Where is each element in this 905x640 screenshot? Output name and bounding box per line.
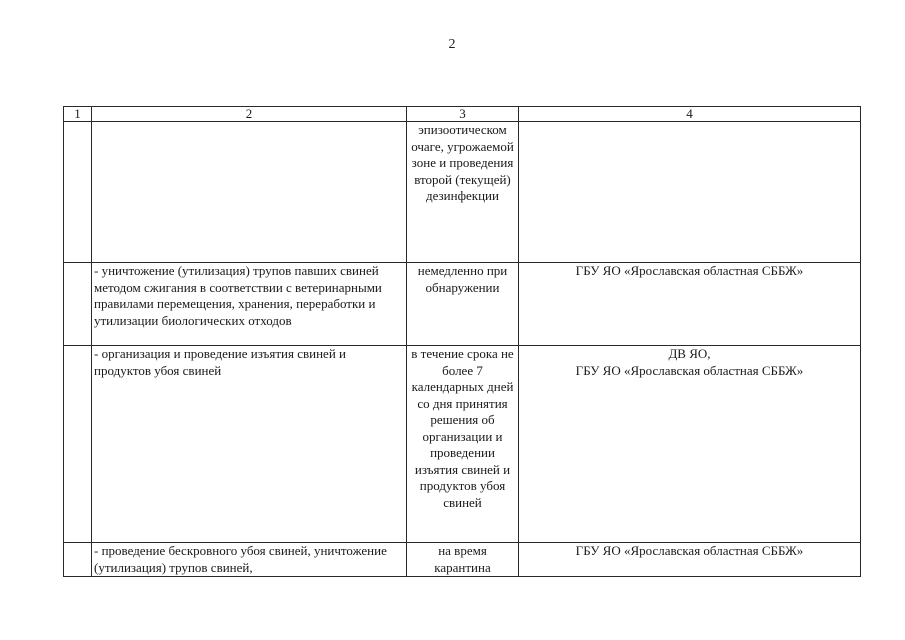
deadline-cell: немедленно при обнаружении (407, 263, 519, 346)
measure-cell: - организация и проведение изъятия свиней и продуктов убоя свиней (92, 346, 407, 543)
column-header-1: 1 (64, 107, 92, 122)
responsible-cell (519, 122, 861, 263)
measure-cell (92, 122, 407, 263)
number-cell (64, 543, 92, 577)
column-header-2: 2 (92, 107, 407, 122)
responsible-cell: ГБУ ЯО «Ярославская областная СББЖ» (519, 543, 861, 577)
responsible-cell: ГБУ ЯО «Ярославская областная СББЖ» (519, 263, 861, 346)
responsible-cell: ДВ ЯО, ГБУ ЯО «Ярославская областная СББЖ» (519, 346, 861, 543)
table-row (64, 122, 861, 263)
table-row (64, 543, 861, 577)
number-cell (64, 263, 92, 346)
number-cell (64, 346, 92, 543)
measure-cell: - проведение бескровного убоя свиней, уничтожение (утилизация) трупов свиней, (92, 543, 407, 577)
deadline-cell: на время карантина (407, 543, 519, 577)
number-cell (64, 122, 92, 263)
column-header-3: 3 (407, 107, 519, 122)
measures-table (63, 106, 861, 577)
measure-cell: - уничтожение (утилизация) трупов павших свиней методом сжигания в соответствии с ветеринарными правилами перемещения, хранения, переработки и утилизации биологических отходов (92, 263, 407, 346)
table-header-row (64, 107, 861, 122)
page-number: 2 (448, 37, 456, 52)
table-row (64, 346, 861, 543)
deadline-cell: эпизоотическом очаге, угрожаемой зоне и проведения второй (текущей) дезинфекции (407, 122, 519, 263)
deadline-cell: в течение срока не более 7 календарных дней со дня принятия решения об организации и проведении изъятия свиней и продуктов убоя свиней (407, 346, 519, 543)
column-header-4: 4 (519, 107, 861, 122)
table-row (64, 263, 861, 346)
